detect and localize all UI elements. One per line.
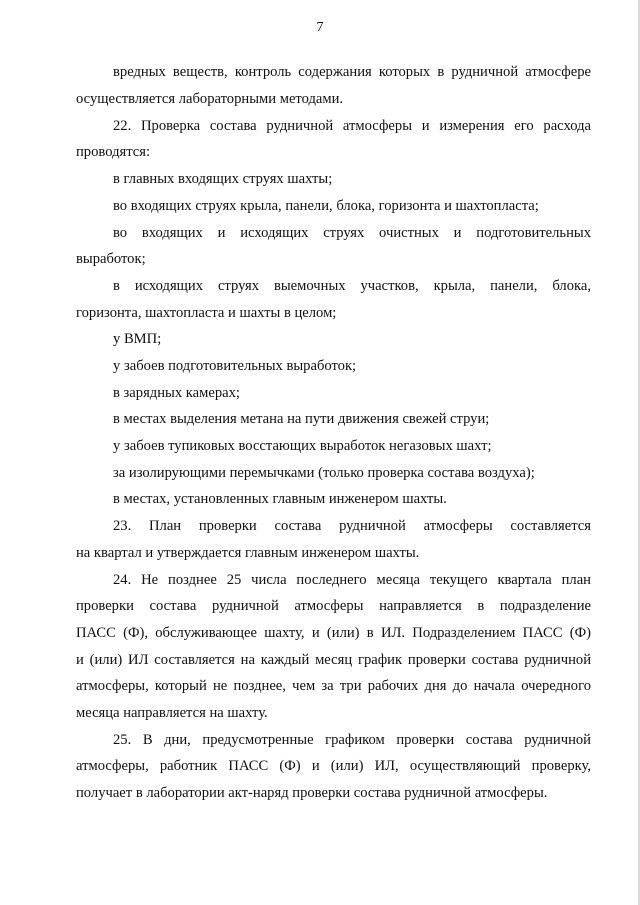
text-line: в местах выделения метана на пути движения свежей струи; <box>113 411 490 427</box>
text-line: у забоев тупиковых восстающих выработок негазовых шахт; <box>113 438 492 454</box>
text-line: проводятся: <box>76 144 151 160</box>
text-line: во входящих струях крыла, панели, блока, горизонта и шахтопласта; <box>113 198 539 214</box>
text-line: во входящих и исходящих струях очистных и подготовительных <box>113 225 591 241</box>
text-line: на квартал и утверждается главным инженером шахты. <box>76 545 420 561</box>
text-line: 24. Не позднее 25 числа последнего месяца текущего квартала план <box>113 572 591 588</box>
text-line: осуществляется лабораторными методами. <box>76 91 344 107</box>
text-line: 23. План проверки состава рудничной атмосферы составляется <box>113 518 591 534</box>
text-line: атмосферы, который не позднее, чем за три рабочих дня до начала очередного <box>76 678 591 694</box>
text-line: в главных входящих струях шахты; <box>113 171 333 187</box>
text-line: 25. В дни, предусмотренные графиком проверки состава рудничной <box>113 732 591 748</box>
page-number: 7 <box>316 20 324 35</box>
text-line: и (или) ИЛ составляется на каждый месяц график проверки состава рудничной <box>76 652 591 668</box>
text-line: получает в лаборатории акт-наряд проверки состава рудничной атмосферы. <box>76 785 548 801</box>
text-line: в зарядных камерах; <box>113 385 240 401</box>
text-line: ПАСС (Ф), обслуживающее шахту, и (или) в ИЛ. Подразделением ПАСС (Ф) <box>76 625 591 641</box>
text-line: у ВМП; <box>113 331 162 347</box>
text-line: за изолирующими перемычками (только проверка состава воздуха); <box>113 465 535 481</box>
text-line: 22. Проверка состава рудничной атмосферы и измерения его расхода <box>113 118 591 134</box>
text-line: у забоев подготовительных выработок; <box>113 358 357 374</box>
text-line: в исходящих струях выемочных участков, крыла, панели, блока, <box>113 278 591 294</box>
text-line: проверки состава рудничной атмосферы направляется в подразделение <box>76 598 591 614</box>
text-line: атмосферы, работник ПАСС (Ф) и (или) ИЛ, осуществляющий проверку, <box>76 758 591 774</box>
text-line: горизонта, шахтопласта и шахты в целом; <box>76 305 337 321</box>
text-line: вредных веществ, контроль содержания которых в рудничной атмосфере <box>113 64 591 80</box>
text-line: выработок; <box>76 251 146 267</box>
text-line: месяца направляется на шахту. <box>76 705 268 721</box>
text-line: в местах, установленных главным инженером шахты. <box>113 491 447 507</box>
